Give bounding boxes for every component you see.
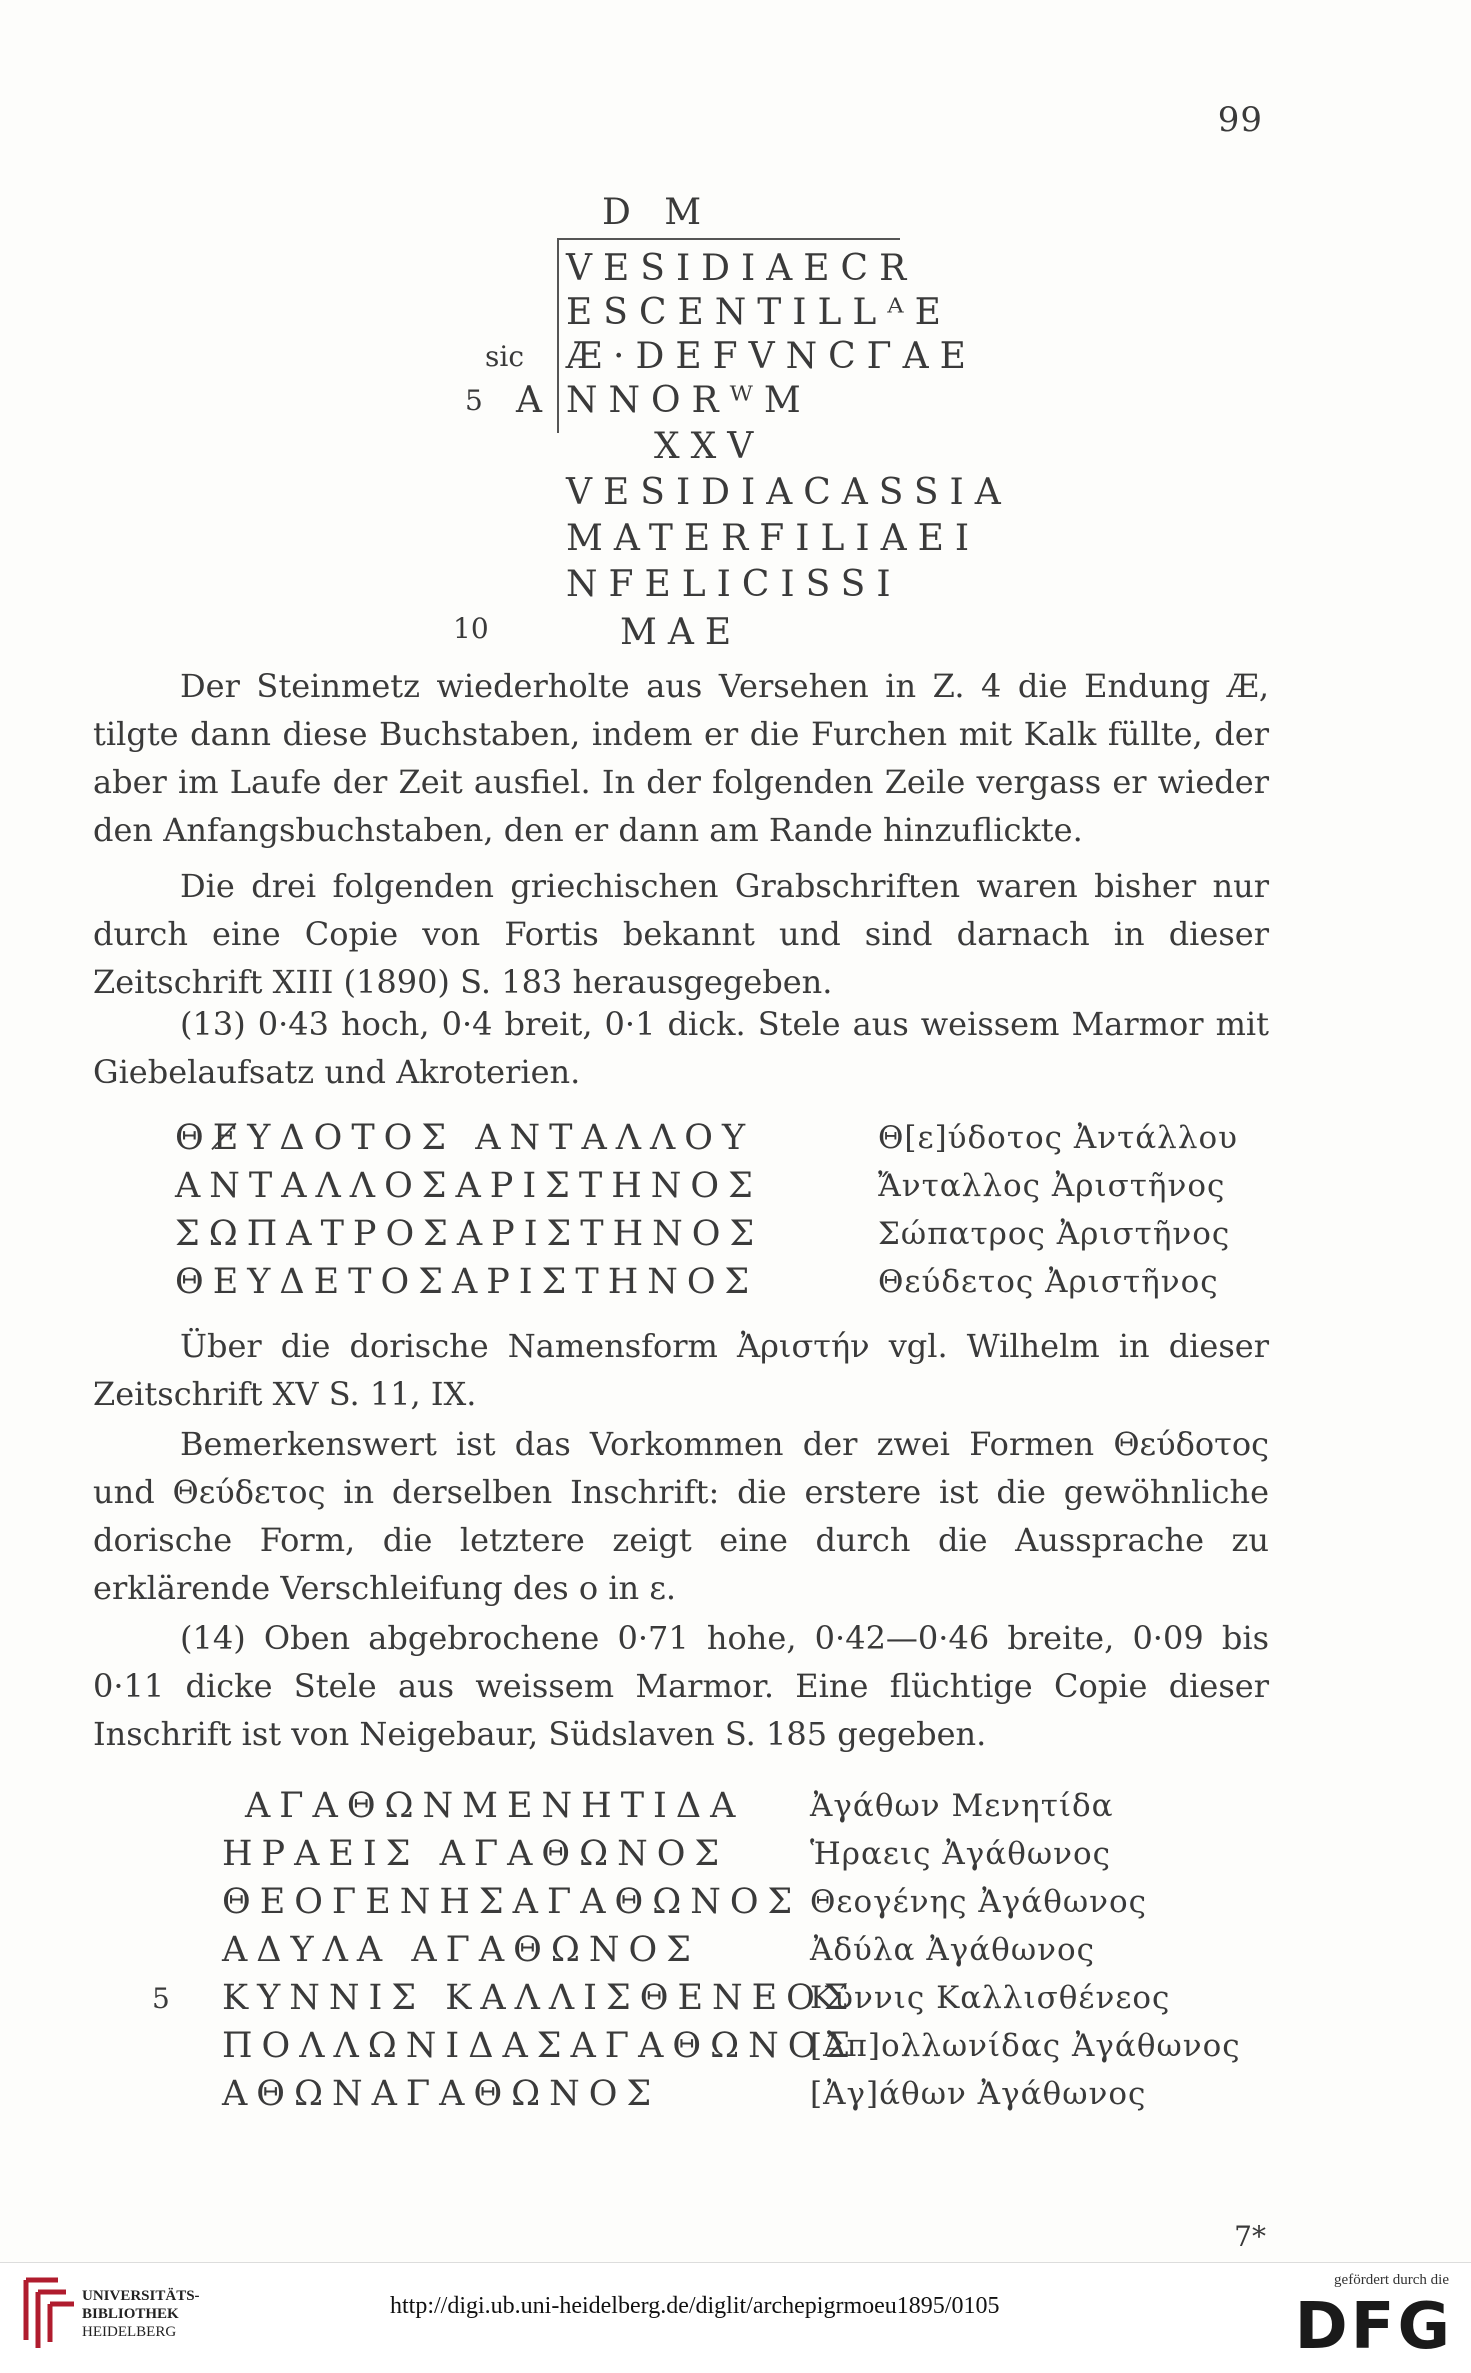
digital-copy-link[interactable]: http://digi.ub.uni-heidelberg.de/diglit/archepigrmoeu1895/0105 [390, 2293, 1000, 2319]
latin-inscription-line-5: XXV [654, 426, 765, 467]
paragraph-commentary: Der Steinmetz wiederholte aus Versehen in Z. 4 die Endung Æ, tilgte dann diese Buchstaben, indem er die Furchen mit Kalk füllte, der aber im Laufe der Zeit ausfiel. In der folgenden Zeile vergass er wieder den Anfangsbuchstaben, den er dann am Rande hinzuflickte. [93, 667, 1269, 849]
transcription13-line-1: Θ[ε]ύδοτος Ἀντάλλου [878, 1120, 1238, 1156]
paragraph-stele-14: (14) Oben abgebrochene 0·71 hohe, 0·42—0·46 breite, 0·09 bis 0·11 dicke Stele aus weissem Marmor. Eine flüchtige Copie dieser Inschrift ist von Neigebaur, Südslaven S. 185 gegeben. [93, 1619, 1269, 1753]
inscription13-line-3: ΣΩΠΑΤΡΟΣΑΡΙΣΤΗΝΟΣ [175, 1214, 764, 1254]
dfg-logo: DFG [1294, 2290, 1453, 2364]
signature-mark: 7* [1234, 2220, 1266, 2253]
paragraph-greek-intro: Die drei folgenden griechischen Grabschriften waren bisher nur durch eine Copie von Fortis bekannt und sind darnach in dieser Zeitschrift XIII (1890) S. 183 herausgegeben. [93, 867, 1269, 1001]
inscription14-line-5: ΚΥΝΝΙΣ ΚΑΛΛΙΣΘΕΝΕΟΣ [222, 1978, 858, 2018]
paragraph-stele-13: (13) 0·43 hoch, 0·4 breit, 0·1 dick. Stele aus weissem Marmor mit Giebelaufsatz und Akroterien. [93, 1005, 1269, 1091]
latin-inscription-line-2: ESCENTILLᴬE [566, 292, 952, 333]
library-name-line-2: BIBLIOTHEK [82, 2306, 179, 2322]
inscription-frame-left [557, 238, 559, 433]
inscription14-line-7: ΑΘΩΝΑΓΑΘΩΝΟΣ [222, 2074, 661, 2114]
funded-by-label: gefördert durch die [1334, 2272, 1449, 2288]
latin-inscription-line-9: MAE [620, 612, 743, 653]
library-name [82, 2287, 200, 2341]
latin-inscription-line-6: VESIDIACASSIA [566, 472, 1012, 513]
transcription13-line-4: Θεύδετος Ἀριστῆνος [878, 1264, 1219, 1300]
latin-inscription-line-1: VESIDIAECR [566, 248, 918, 289]
page-number: 99 [1217, 100, 1263, 140]
inscription13-line-1: ΘΕ̸ΥΔΟΤΟΣ ΑΝΤΑΛΛΟΥ [175, 1118, 755, 1158]
transcription14-line-2: Ἡραεις Ἀγάθωνος [810, 1836, 1112, 1872]
transcription13-line-3: Σώπατρος Ἀριστῆνος [878, 1216, 1231, 1252]
transcription14-line-3: Θεογένης Ἀγάθωνος [810, 1884, 1148, 1920]
line-number-10: 10 [453, 612, 489, 645]
transcription13-line-2: Ἄνταλλος Ἀριστῆνος [878, 1168, 1226, 1204]
inscription14-line-6: ΠΟΛΛΩΝΙΔΑΣΑΓΑΘΩΝΟΣ [222, 2026, 860, 2066]
transcription14-line-5: Κύννις Καλλισθένεος [810, 1980, 1171, 2016]
inscription13-line-2: ΑΝΤΑΛΛΟΣΑΡΙΣΤΗΝΟΣ [175, 1166, 762, 1206]
paragraph-forms-note: Bemerkenswert ist das Vorkommen der zwei Formen Θεύδοτος und Θεύδετος in derselben Inschrift: die erstere ist die gewöhnliche dorische Form, die letztere zeigt eine durch die Aussprache zu erklärende Verschleifung des ο in ε. [93, 1425, 1269, 1607]
inscription13-line-4: ΘΕΥΔΕΤΟΣΑΡΙΣΤΗΝΟΣ [175, 1262, 759, 1302]
library-name-line-3: HEIDELBERG [82, 2324, 177, 2340]
latin-inscription-header: D M [602, 192, 713, 233]
paragraph-doric-form: Über die dorische Namensform Ἀριστήν vgl. Wilhelm in dieser Zeitschrift XV S. 11, IX. [93, 1327, 1269, 1413]
transcription14-line-7: [Ἀγ]άθων Ἀγάθωνος [810, 2076, 1147, 2112]
latin-inscription-line-7: MATERFILIAEI [566, 518, 981, 559]
inscription14-line-3: ΘΕΟΓΕΝΗΣΑΓΑΘΩΝΟΣ [222, 1882, 802, 1922]
transcription14-line-4: Ἀδύλα Ἀγάθωνος [810, 1932, 1095, 1968]
line-number-5: 5 [465, 384, 483, 417]
inscription14-line-1: ΑΓΑΘΩΝΜΕΝΗΤΙΔΑ [245, 1786, 745, 1826]
inscription14-line-2: ΗΡΑΕΙΣ ΑΓΑΘΩΝΟΣ [222, 1834, 729, 1874]
transcription14-line-6: [Ἀπ]ολλωνίδας Ἀγάθωνος [810, 2028, 1241, 2064]
latin-inscription-line-4: NNORᵂM [566, 380, 812, 421]
latin-inscription-line-8: NFELICISSI [566, 564, 902, 605]
line5-prefix: A [516, 380, 553, 421]
inscription14-line-number-5: 5 [152, 1982, 170, 2015]
transcription14-line-1: Ἀγάθων Μενητίδα [810, 1788, 1114, 1824]
inscription-frame-top [557, 238, 900, 240]
latin-inscription-line-3: Æ·DEFVNCΓAE [566, 336, 977, 377]
inscription14-line-4: ΑΔΥΛΑ ΑΓΑΘΩΝΟΣ [222, 1930, 700, 1970]
library-name-line-1: UNIVERSITÄTS- [82, 2288, 200, 2304]
library-logo-icon [18, 2270, 76, 2350]
sic-marker: sic [485, 340, 525, 373]
